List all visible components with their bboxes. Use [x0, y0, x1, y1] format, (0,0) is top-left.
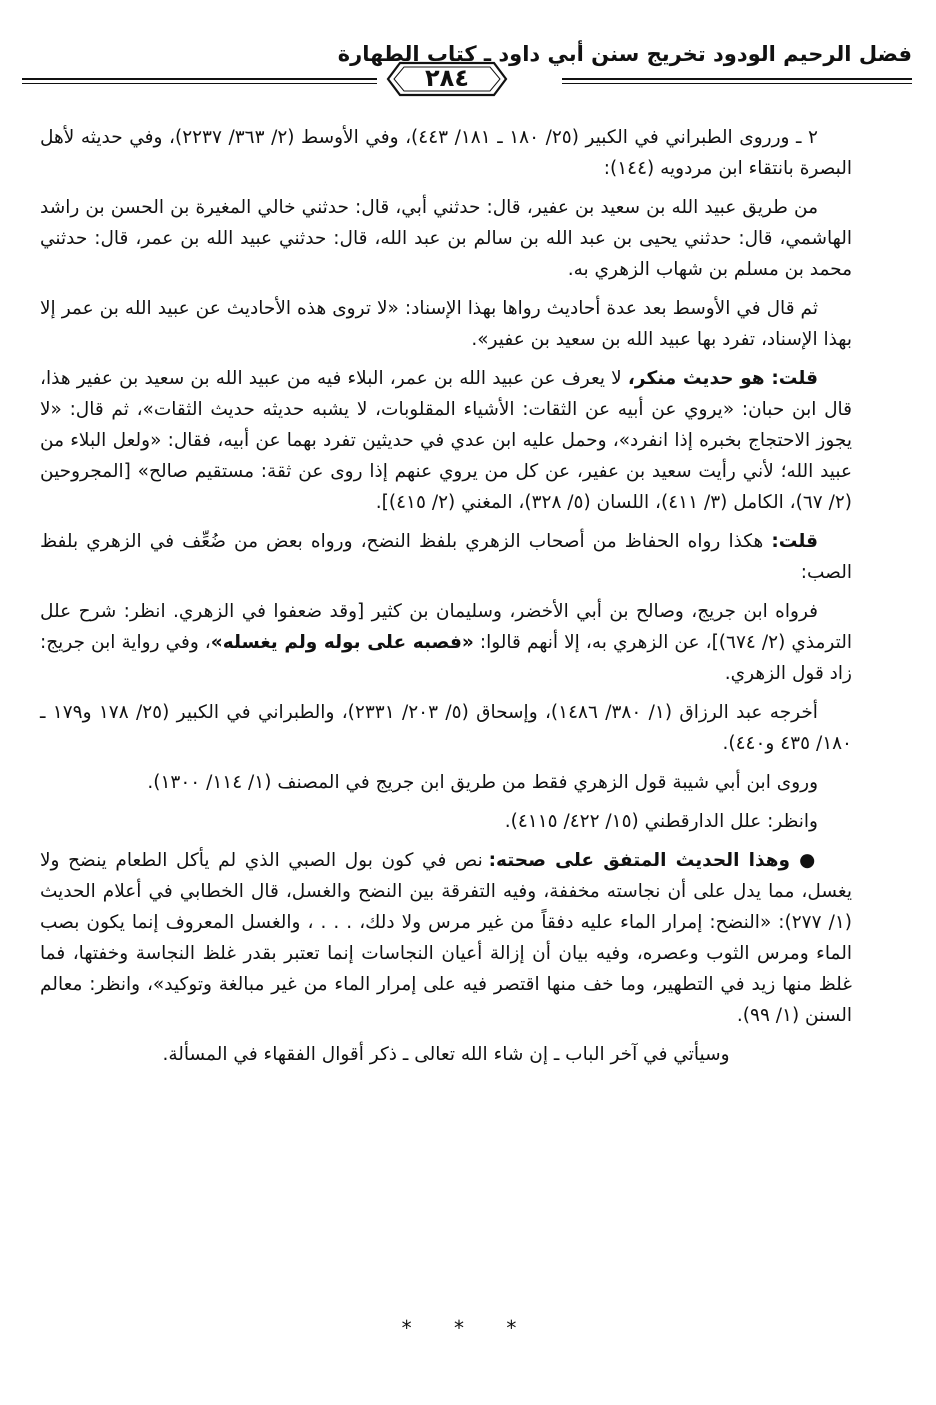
text-run: هكذا رواه الحفاظ من أصحاب الزهري بلفظ النضح، ورواه بعض من ضُعِّف في الزهري بلفظ الصب:	[40, 531, 852, 583]
text-run: أخرجه عبد الرزاق (١/ ٣٨٠/ ١٤٨٦)، وإسحاق (٥/ ٢٠٣/ ٢٣٣١)، والطبراني في الكبير (٢٥/ ١٧٨ و١٧٩ ـ ١٨٠/ ٤٣٥ و٤٤٠).	[40, 702, 852, 754]
paragraph	[40, 122, 852, 184]
text-run: ٢ ـ ورروى الطبراني في الكبير (٢٥/ ١٨٠ ـ ١٨١/ ٤٤٣)، وفي الأوسط (٢/ ٣٦٣/ ٢٢٣٧)، وفي حديثه لأهل البصرة بانتقاء ابن مردويه (١٤٤):	[40, 127, 852, 179]
text-run: من طريق عبيد الله بن سعيد بن عفير، قال: حدثني أبي، قال: حدثني خالي المغيرة بن الحسن بن راشد الهاشمي، قال: حدثني يحيى بن عبد الله بن سالم بن عبد الله، قال: حدثني عبيد الله بن عمر، قال: حدثني محمد بن مسلم بن شهاب الزهري به.	[40, 197, 852, 280]
page-number-ornament	[386, 60, 508, 98]
page-header	[22, 38, 912, 94]
paragraph	[40, 845, 852, 1031]
paragraph	[40, 806, 852, 837]
text-run: وانظر: علل الدارقطني (١٥/ ٤٢٢/ ٤١١٥).	[504, 811, 818, 832]
bold-text-run: قلت: هو حديث منكر،	[627, 368, 819, 389]
paragraph	[40, 363, 852, 518]
header-rule-right	[562, 78, 912, 80]
paragraph	[40, 596, 852, 689]
paragraph	[40, 293, 852, 355]
text-run: ، وفي رواية ابن جريج: زاد قول الزهري.	[40, 632, 852, 684]
bold-text-run: قلت:	[771, 531, 818, 552]
bold-text-run: ● وهذا الحديث المتفق على صحته:	[488, 850, 818, 871]
running-title: فضل الرحيم الودود تخريج سنن أبي داود ـ كتاب الطهارة	[337, 42, 912, 66]
text-run: لا يعرف عن عبيد الله بن عمر، البلاء فيه من عبيد الله بن سعيد بن عفير هذا، قال ابن حبان: «يروي عن أبيه عن الثقات: الأشياء المقلوبات، لا يشبه حديثه حديث الثقات»، ثم قال: «لا يجوز الاحتجاج بخبره إذا انفرد»، وحمل عليه ابن عدي في حديثين تفرد بهما عن أبيه، فقال: «ولعل البلاء من عبيد الله؛ لأني رأيت سعيد بن عفير، عن كل من يروي عنهم إذا روى عن ثقة: مستقيم صالح» [المجروحين (٢/ ٦٧)، الكامل (٣/ ٤١١)، اللسان (٥/ ٣٢٨)، المغني (٢/ ٤١٥)].	[40, 368, 852, 513]
text-run: نص في كون بول الصبي الذي لم يأكل الطعام ينضح ولا يغسل، مما يدل على أن نجاسته مخففة، وفيه التفرقة بين النضح والغسل، قال الخطابي في أعلام الحديث (١/ ٢٧٧): «النضح: إمرار الماء عليه دفقاً من غير مرس ولا دلك، . . . ، والغسل المعروف إنما يكون بصب الماء ومرس الثوب وعصره، وفيه بيان أن إزالة أعيان النجاسات إنما تعتبر بقدر غلظ النجاسة وخفتها، فما غلظ منها زيد في التطهير، وما خف منها اقتصر فيه على إمرار الماء من غير مبالغة وتوكيد»، وانظر: معالم السنن (١/ ٩٩).	[40, 850, 852, 1026]
text-run: فرواه ابن جريج، وصالح بن أبي الأخضر، وسليمان بن كثير [وقد ضعفوا في الزهري. انظر: شرح علل الترمذي (٢/ ٦٧٤)]، عن الزهري به، إلا أنهم قالوا:	[40, 601, 852, 653]
paragraph	[40, 526, 852, 588]
section-end-stars: * * *	[401, 1316, 535, 1340]
paragraph	[40, 697, 852, 759]
paragraph	[40, 192, 852, 285]
closing-line: وسيأتي في آخر الباب ـ إن شاء الله تعالى ـ ذكر أقوال الفقهاء في المسألة.	[162, 1044, 730, 1065]
page-body	[40, 122, 852, 1078]
text-run: ثم قال في الأوسط بعد عدة أحاديث رواها بهذا الإسناد: «لا تروى هذه الأحاديث عن عبيد الله بن عمر إلا بهذا الإسناد، تفرد بها عبيد الله بن سعيد بن عفير».	[40, 298, 852, 350]
text-run: وروى ابن أبي شيبة قول الزهري فقط من طريق ابن جريج في المصنف (١/ ١١٤/ ١٣٠٠).	[147, 772, 818, 793]
header-rule-left	[22, 78, 377, 80]
bold-text-run: «فصبه على بوله ولم يغسله»	[210, 632, 474, 653]
paragraph	[40, 767, 852, 798]
page-number: ٢٨٤	[425, 64, 469, 92]
